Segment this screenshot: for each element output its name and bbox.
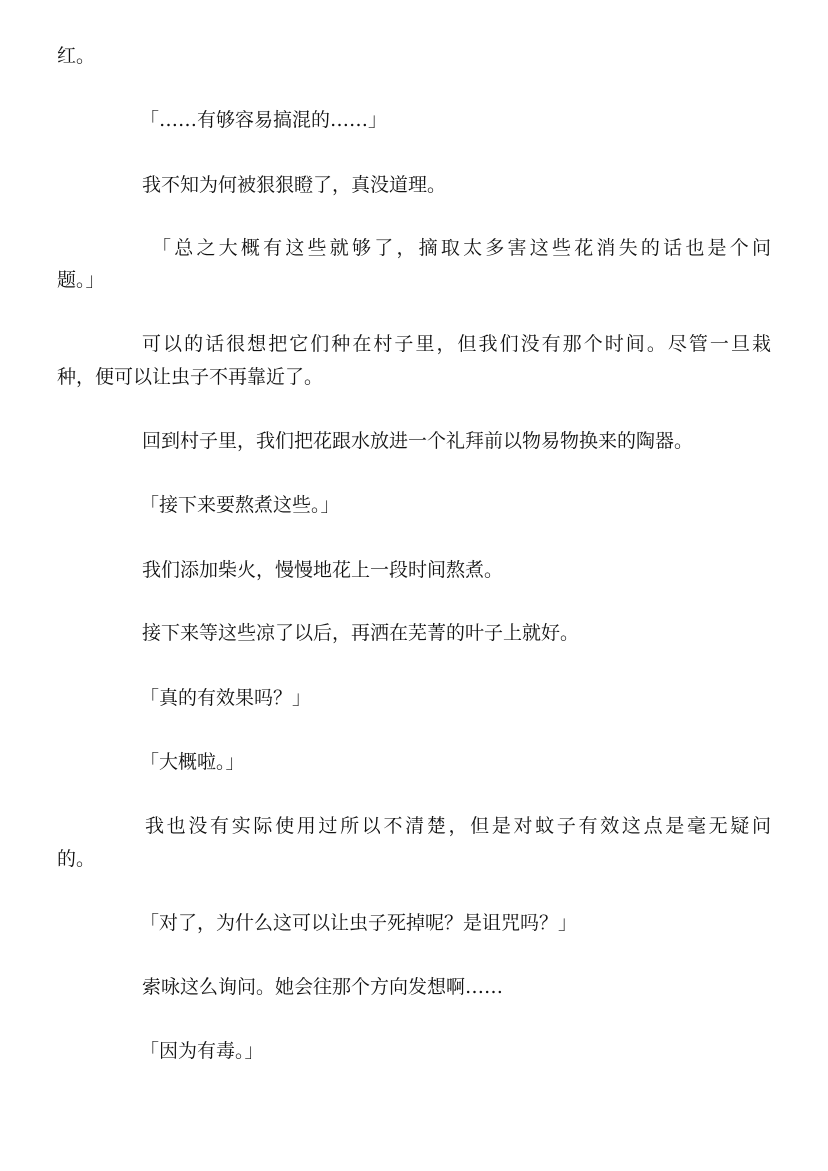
text-line: 可以的话很想把它们种在村子里，但我们没有那个时间。尽管一旦栽 <box>142 333 771 355</box>
text-line: 「真的有效果吗？」 <box>140 687 312 709</box>
text-line: 回到村子里，我们把花跟水放进一个礼拜前以物易物换来的陶器。 <box>142 430 694 452</box>
text-line: 我不知为何被狠狠瞪了，真没道理。 <box>142 174 447 196</box>
text-line: 的。 <box>57 848 96 870</box>
text-line: 种，便可以让虫子不再靠近了。 <box>57 366 324 388</box>
text-line: 接下来等这些凉了以后，再洒在芜菁的叶子上就好。 <box>142 622 580 644</box>
text-line: 「大概啦。」 <box>140 751 245 773</box>
text-line: 「对了，为什么这可以让虫子死掉呢？是诅咒吗？」 <box>140 912 578 934</box>
text-line: 索咏这么询问。她会往那个方向发想啊…… <box>142 976 504 998</box>
text-line: 红。 <box>57 45 96 67</box>
text-line: 我也没有实际使用过所以不清楚，但是对蚊子有效这点是毫无疑问 <box>145 815 771 837</box>
text-line: 我们添加柴火，慢慢地花上一段时间熬煮。 <box>142 559 504 581</box>
text-line: 「……有够容易搞混的……」 <box>140 109 388 131</box>
text-line: 「接下来要熬煮这些。」 <box>140 494 340 516</box>
text-line: 「因为有毒。」 <box>140 1040 264 1062</box>
text-line: 「总之大概有这些就够了，摘取太多害这些花消失的话也是个问 <box>152 237 771 259</box>
text-line: 题。」 <box>57 269 105 291</box>
